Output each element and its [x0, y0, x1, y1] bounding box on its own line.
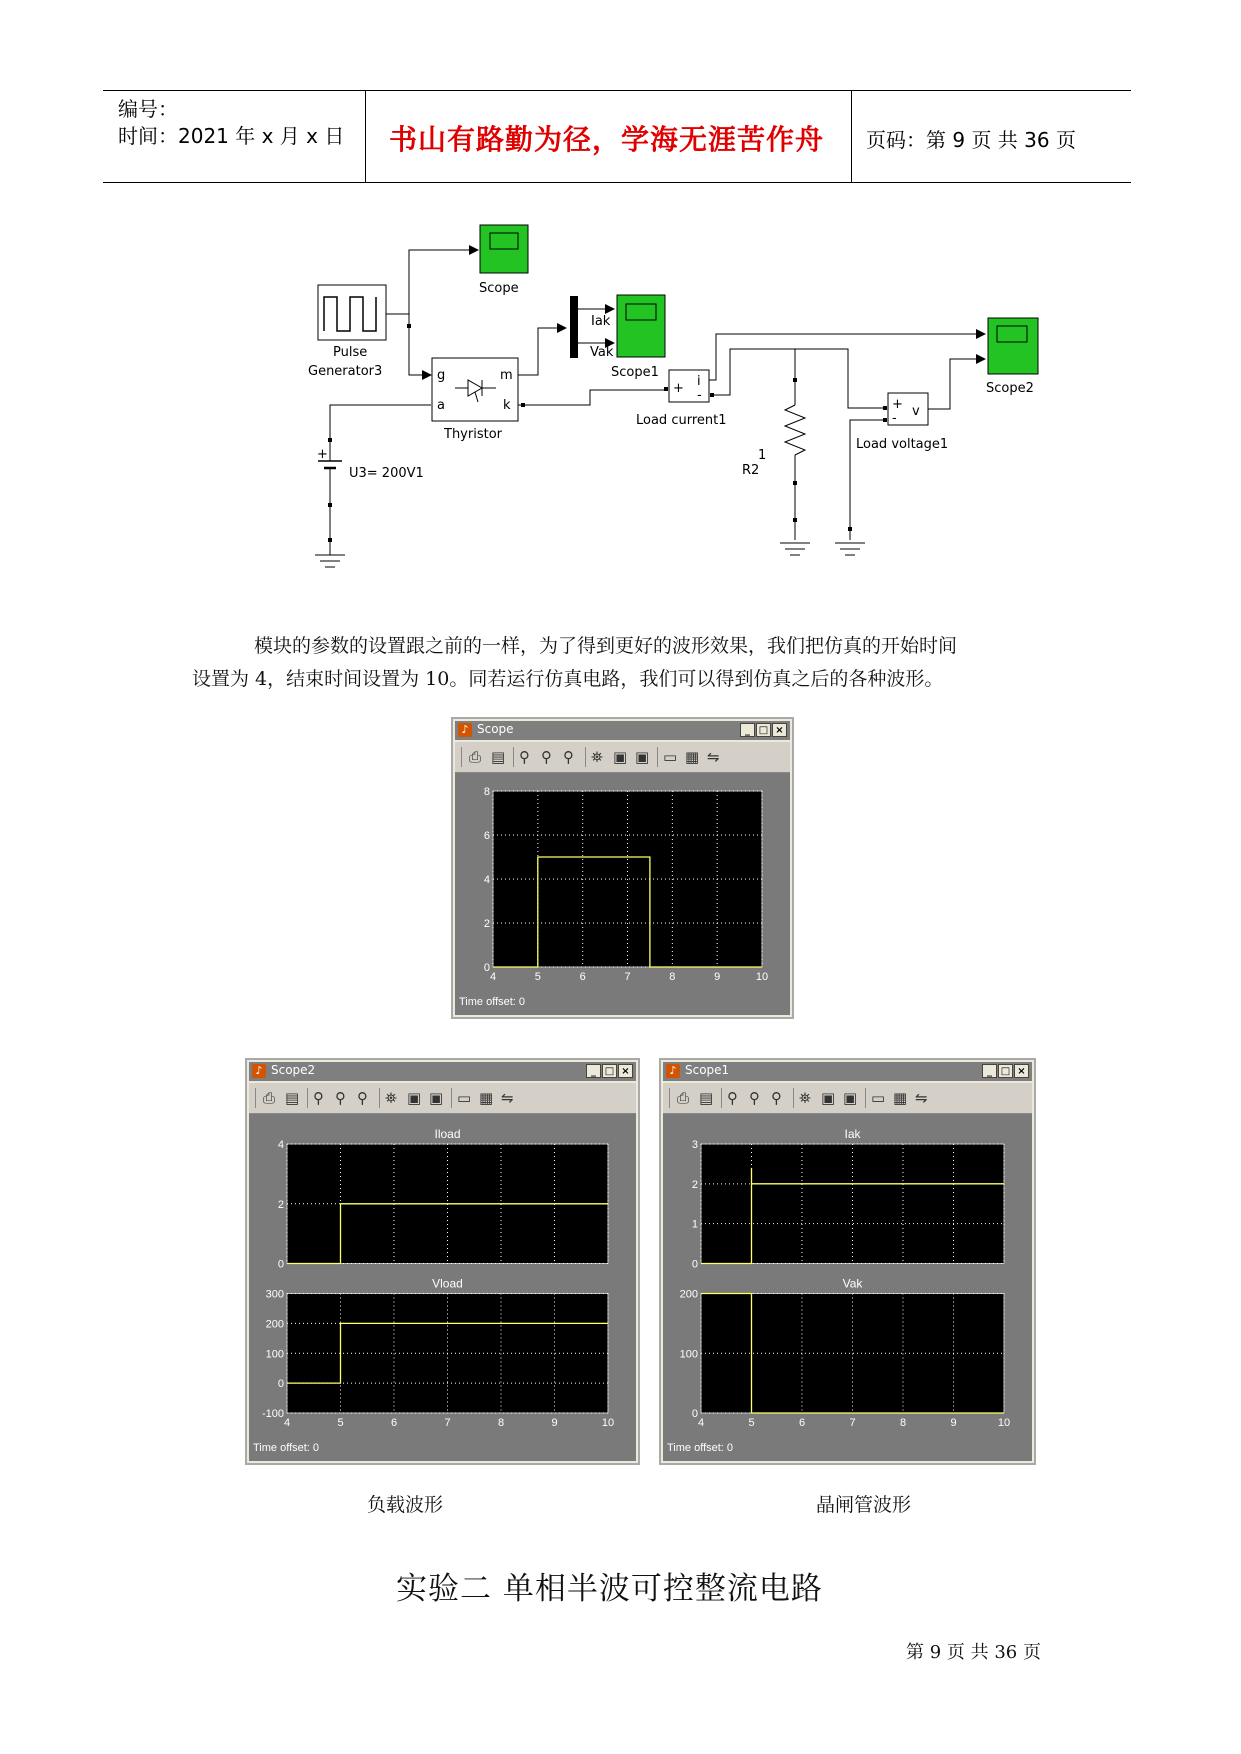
floating-icon[interactable]: ▭ [457, 1089, 472, 1107]
y-tick-label: 2 [483, 918, 490, 930]
demux-block [570, 296, 578, 358]
pulse-generator-block [308, 285, 386, 379]
thyristor-block [432, 358, 518, 442]
x-tick-label: 8 [497, 1417, 505, 1429]
toolbar-grip [255, 1088, 256, 1108]
toolbar-grip [461, 747, 462, 767]
x-tick-label: 5 [534, 971, 541, 983]
toolbar-separator [513, 747, 514, 767]
scope-window [451, 717, 794, 1019]
autoscale-icon[interactable]: ⛯ [799, 1089, 812, 1107]
minimize-button[interactable]: _ [982, 1064, 997, 1078]
x-tick-label: 8 [899, 1417, 907, 1429]
title-bar[interactable] [663, 1062, 1032, 1081]
y-tick-label: 4 [483, 874, 490, 886]
toolbar-separator [307, 1088, 308, 1108]
x-tick-label: 7 [624, 971, 631, 983]
scope-label: Scope [479, 281, 519, 296]
time-offset-label: Time offset: 0 [667, 1442, 734, 1454]
y-tick-label: 0 [483, 962, 490, 974]
axes-background [701, 1144, 1004, 1264]
ground-icon [835, 543, 865, 555]
ground-icon [780, 543, 810, 555]
x-tick-label: 9 [714, 971, 721, 983]
autoscale-icon[interactable]: ⛯ [385, 1089, 398, 1107]
x-tick-label: 5 [337, 1417, 344, 1429]
x-tick-label: 8 [669, 971, 676, 983]
svg-text:+: + [673, 381, 684, 396]
restore-axes-icon[interactable]: ▣ [635, 748, 650, 766]
thyristor-label: Thyristor [444, 427, 502, 442]
y-tick-label: 8 [483, 786, 490, 798]
x-tick-label: 10 [601, 1417, 615, 1429]
params-icon[interactable]: ▤ [491, 748, 506, 766]
zoom-x-icon[interactable]: ⚲ [749, 1089, 760, 1107]
y-tick-label: 200 [679, 1288, 698, 1301]
y-tick-label: 6 [483, 830, 490, 842]
y-tick-label: 100 [265, 1348, 284, 1361]
restore-axes-icon[interactable]: ▣ [843, 1089, 858, 1107]
x-tick-label: 6 [798, 1417, 806, 1429]
y-tick-label: 4 [277, 1139, 284, 1151]
axes-title: Vload [432, 1276, 463, 1291]
zoom-y-icon[interactable]: ⚲ [563, 748, 574, 766]
toolbar-separator [721, 1088, 722, 1108]
svg-text:+: + [892, 397, 903, 412]
scope-plot-svg [249, 1114, 632, 1457]
y-tick-label: 0 [691, 1258, 698, 1271]
toolbar-separator [379, 1088, 380, 1108]
load-voltage-label: Load voltage1 [856, 437, 949, 452]
toolbar-separator [865, 1088, 866, 1108]
scope-toolbar [249, 1083, 636, 1114]
plot-area [455, 773, 790, 1015]
doc-number-label: 编号： [118, 97, 178, 121]
toolbar-separator [451, 1088, 452, 1108]
axes-title: Iload [434, 1127, 461, 1141]
x-tick-label: 7 [849, 1417, 856, 1429]
maximize-button[interactable]: □ [998, 1064, 1013, 1078]
doc-time-label: 时间：2021 年 x 月 x 日 [118, 124, 345, 148]
autoscale-icon[interactable]: ⛯ [591, 748, 604, 766]
x-tick-label: 9 [551, 1417, 558, 1429]
time-offset-label: Time offset: 0 [253, 1442, 320, 1454]
close-button[interactable]: × [618, 1064, 633, 1078]
signal-select-icon[interactable]: ⇋ [707, 748, 720, 766]
section-heading: 实验二 单相半波可控整流电路 [396, 1571, 823, 1607]
params-icon[interactable]: ▤ [699, 1089, 714, 1107]
scope-toolbar [455, 742, 790, 773]
window-title: Scope1 [685, 1063, 730, 1077]
scope2-label: Scope2 [986, 381, 1034, 396]
toolbar-separator [793, 1088, 794, 1108]
matlab-icon: ♪ [252, 1064, 266, 1078]
svg-text:v: v [912, 404, 920, 419]
zoom-x-icon[interactable]: ⚲ [335, 1089, 346, 1107]
paragraph-line-2: 设置为 4，结束时间设置为 10。同若运行仿真电路，我们可以得到仿真之后的各种波形。 [192, 668, 944, 690]
printer-icon[interactable]: ⎙ [263, 1089, 276, 1107]
x-tick-label: 6 [579, 971, 586, 983]
zoom-y-icon[interactable]: ⚲ [771, 1089, 782, 1107]
window-title: Scope2 [271, 1063, 316, 1077]
scope1-label: Scope1 [611, 365, 659, 380]
matlab-icon: ♪ [458, 723, 472, 737]
circuit-diagram [0, 0, 1241, 600]
zoom-icon[interactable]: ⚲ [727, 1089, 738, 1107]
matlab-icon: ♪ [666, 1064, 680, 1078]
scope1-window [659, 1058, 1036, 1465]
y-tick-label: 2 [691, 1178, 698, 1191]
title-bar[interactable] [455, 721, 790, 740]
close-button[interactable]: × [772, 723, 787, 737]
axes-background [701, 1294, 1004, 1414]
scope1-block [611, 295, 665, 380]
svg-text:g: g [437, 368, 446, 383]
ground-icon [315, 555, 345, 567]
scope-block [479, 225, 528, 296]
printer-icon[interactable]: ⎙ [469, 748, 482, 766]
paragraph-line-1: 模块的参数的设置跟之前的一样，为了得到更好的波形效果，我们把仿真的开始时间 [254, 635, 958, 657]
svg-text:1: 1 [758, 448, 767, 463]
x-tick-label: 10 [997, 1417, 1011, 1429]
x-tick-label: 7 [444, 1417, 451, 1429]
scope2-window [245, 1058, 640, 1465]
y-tick-label: 200 [265, 1318, 284, 1331]
pulse-gen-label-1: Pulse [333, 345, 368, 360]
time-offset-label: Time offset: 0 [459, 996, 526, 1008]
iak-signal-label: Iak [591, 314, 611, 329]
floating-icon[interactable]: ▭ [871, 1089, 886, 1107]
save-axes-icon[interactable]: ▣ [821, 1089, 836, 1107]
toolbar-separator [657, 747, 658, 767]
svg-text:+: + [317, 447, 328, 462]
resistor-block [742, 378, 805, 540]
restore-axes-icon[interactable]: ▣ [429, 1089, 444, 1107]
x-tick-label: 4 [489, 971, 497, 983]
dc-source-block [317, 447, 424, 481]
x-tick-label: 6 [390, 1417, 398, 1429]
plot-area [249, 1114, 636, 1461]
scope2-block [986, 318, 1038, 396]
y-tick-label: 3 [691, 1139, 698, 1151]
window-title: Scope [477, 722, 514, 736]
scope-plot-svg [455, 773, 786, 1011]
svg-text:k: k [503, 398, 511, 413]
resistor-label: R2 [742, 463, 760, 478]
scope-plot-svg [663, 1114, 1028, 1457]
page-footer: 第 9 页 共 36 页 [906, 1642, 1041, 1663]
zoom-x-icon[interactable]: ⚲ [541, 748, 552, 766]
x-tick-label: 4 [697, 1417, 705, 1429]
y-tick-label: 300 [265, 1288, 284, 1301]
axes-title: Vak [842, 1276, 863, 1291]
lock-icon[interactable]: ▦ [479, 1089, 494, 1107]
printer-icon[interactable]: ⎙ [677, 1089, 690, 1107]
zoom-icon[interactable]: ⚲ [313, 1089, 324, 1107]
vak-signal-label: Vak [590, 345, 614, 360]
params-icon[interactable]: ▤ [285, 1089, 300, 1107]
zoom-y-icon[interactable]: ⚲ [357, 1089, 368, 1107]
minimize-button[interactable]: _ [740, 723, 755, 737]
load-current-label: Load current1 [636, 413, 727, 428]
load-voltage-block [856, 393, 948, 452]
signal-select-icon[interactable]: ⇋ [915, 1089, 928, 1107]
y-tick-label: 1 [691, 1218, 698, 1231]
header-motto: 书山有路勤为径，学海无涯苦作舟 [389, 123, 825, 156]
y-tick-label: 0 [277, 1258, 284, 1271]
x-tick-label: 4 [283, 1417, 291, 1429]
y-tick-label: 100 [679, 1348, 698, 1361]
save-axes-icon[interactable]: ▣ [407, 1089, 422, 1107]
lock-icon[interactable]: ▦ [685, 748, 700, 766]
page-number-label: 页码：第 9 页 共 36 页 [866, 128, 1076, 152]
x-tick-label: 10 [755, 971, 769, 983]
caption-thyristor-waveform: 晶闸管波形 [816, 1494, 912, 1516]
caption-load-waveform: 负载波形 [367, 1494, 444, 1516]
toolbar-grip [669, 1088, 670, 1108]
title-bar[interactable] [249, 1062, 636, 1081]
maximize-button[interactable]: □ [602, 1064, 617, 1078]
pulse-gen-label-2: Generator3 [308, 364, 383, 379]
save-axes-icon[interactable]: ▣ [613, 748, 628, 766]
x-tick-label: 9 [950, 1417, 957, 1429]
minimize-button[interactable]: _ [586, 1064, 601, 1078]
svg-text:-: - [892, 411, 897, 426]
y-tick-label: 0 [691, 1408, 698, 1420]
svg-text:m: m [500, 368, 513, 383]
close-button[interactable]: × [1014, 1064, 1029, 1078]
source-label: U3= 200V1 [349, 466, 424, 481]
scope-toolbar [663, 1083, 1032, 1114]
maximize-button[interactable]: □ [756, 723, 771, 737]
x-tick-label: 5 [748, 1417, 755, 1429]
axes-title: Iak [844, 1127, 861, 1141]
y-tick-label: 0 [277, 1378, 284, 1391]
svg-text:a: a [437, 398, 445, 413]
y-tick-label: -100 [261, 1408, 284, 1420]
plot-area [663, 1114, 1032, 1461]
svg-text:i: i [697, 374, 701, 389]
svg-text:-: - [697, 388, 702, 403]
y-tick-label: 2 [277, 1198, 284, 1211]
signal-select-icon[interactable]: ⇋ [501, 1089, 514, 1107]
lock-icon[interactable]: ▦ [893, 1089, 908, 1107]
toolbar-separator [585, 747, 586, 767]
zoom-icon[interactable]: ⚲ [519, 748, 530, 766]
floating-icon[interactable]: ▭ [663, 748, 678, 766]
